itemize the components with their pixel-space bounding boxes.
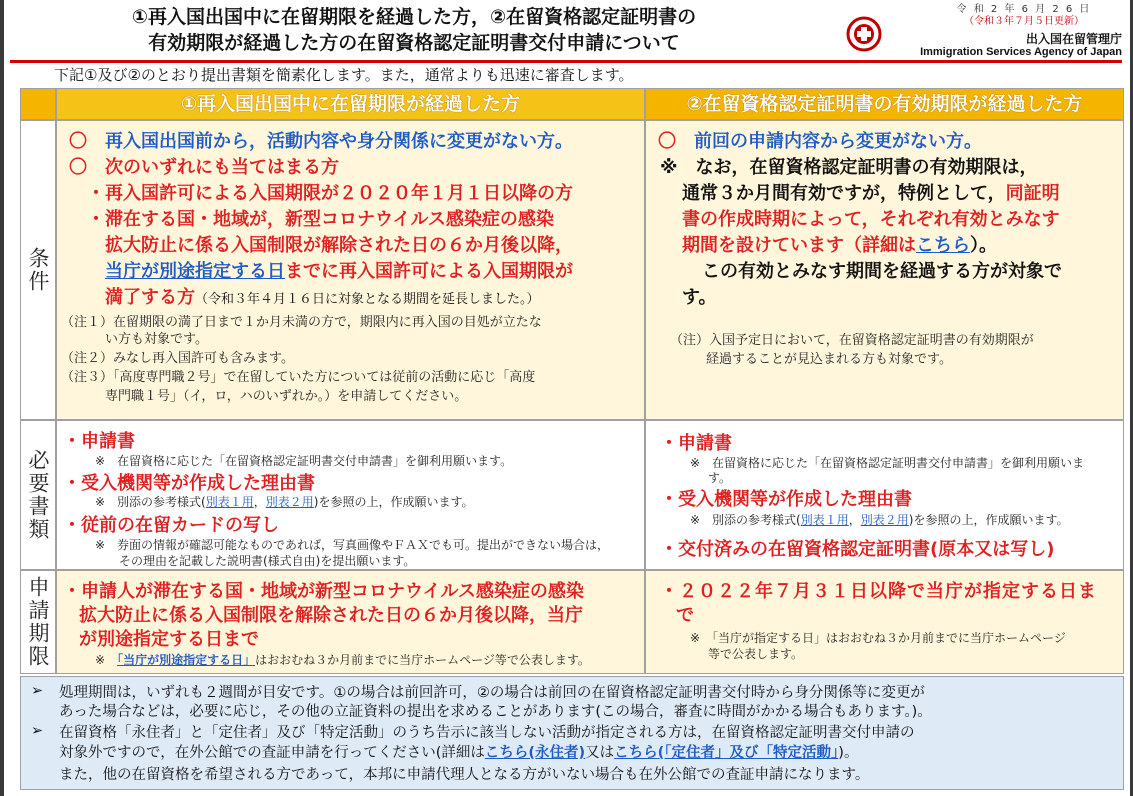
condition-left-note-1b: い方も対象です。 bbox=[105, 332, 208, 347]
condition-left-bullet-1: ・再入国許可による入国期限が２０２０年１月１日以降の方 bbox=[87, 183, 573, 204]
condition-left-bullet-2b: 拡大防止に係る入国制限が解除された日の６か月後以降， bbox=[105, 235, 573, 256]
form-table2-link[interactable]: 別表２用 bbox=[860, 513, 909, 527]
agency-logo-icon bbox=[846, 16, 882, 52]
condition-left-line-2: 〇 次のいずれにも当てはまる方 bbox=[69, 157, 339, 178]
period-right-line-2: で bbox=[676, 605, 694, 626]
condition-left-bullet-2a: ・滞在する国・地域が，新型コロナウイルス感染症の感染 bbox=[87, 209, 554, 230]
footer-line-1b: あった場合などは，必要に応じ，その他の立証資料の提出を求めることがあります(この場合，審査に時間がかかる場合もあります。)。 bbox=[59, 704, 932, 720]
header-divider bbox=[10, 60, 1122, 63]
condition-left-note-3b: 専門職１号」（イ，ロ，ハのいずれか。）を申請してください。 bbox=[105, 389, 468, 404]
footer-line-3: また，他の在留資格を希望される方であって，本邦に申請代理人となる方がいない場合も在外公館での査証申請になります。 bbox=[59, 767, 870, 783]
condition-left-note-1a: （注１）在留期限の満了日まで１か月未満の方で，期限内に再入国の目処が立たな bbox=[61, 315, 542, 330]
form-table2-link[interactable]: 別表２用 bbox=[265, 495, 314, 509]
condition-right-line-2a: ※ なお，在留資格認定証明書の有効期限は， bbox=[660, 157, 1038, 178]
doc-left-application: ・申請書 bbox=[63, 431, 135, 452]
period-left-line-3: が別途指定する日まで bbox=[79, 629, 259, 650]
footer-notes bbox=[20, 676, 1124, 790]
doc-left-reason-letter: ・受入機関等が作成した理由書 bbox=[63, 473, 315, 494]
agency-name-ja: 出入国在留管理庁 bbox=[1025, 32, 1122, 46]
condition-left-bullet-2c: 当庁が別途指定する日までに再入国許可による入国期限が bbox=[105, 261, 573, 282]
condition-left-bullet-2d: 満了する方（令和３年４月１６日に対象となる期間を延長しました。） bbox=[105, 287, 540, 308]
doc-left-reason-note: ※ 別添の参考様式(別表１用，別表２用)を参照の上，作成願います。 bbox=[95, 495, 474, 509]
period-left-note: ※ 「当庁が別途指定する日」はおおむね３か月前までに当庁ホームページ等で公表します。 bbox=[95, 653, 590, 667]
documents-left-cell bbox=[56, 420, 645, 570]
designated-date-note-link[interactable]: 「当庁が別途指定する日」 bbox=[117, 653, 256, 667]
period-left-cell bbox=[56, 570, 645, 674]
period-left-line-1: ・申請人が滞在する国・地域が新型コロナウイルス感染症の感染 bbox=[63, 581, 584, 602]
period-right-note-b: 等で公表します。 bbox=[708, 647, 804, 661]
agency-name-en: Immigration Services Agency of Japan bbox=[920, 46, 1122, 58]
page-title bbox=[64, 4, 764, 56]
condition-right-line-2c: 書の作成時期によって，それぞれ有効とみなす bbox=[682, 209, 1060, 230]
period-right-line-1: ・２０２２年７月３１日以降で当庁が指定する日ま bbox=[660, 581, 1097, 602]
condition-right-line-2e: この有効とみなす期間を経過する方が対象で bbox=[702, 261, 1062, 282]
validity-details-link[interactable]: こちら bbox=[916, 235, 970, 256]
doc-left-residence-card: ・従前の在留カードの写し bbox=[63, 515, 279, 536]
doc-right-issued-certificate: ・交付済みの在留資格認定証明書(原本又は写し) bbox=[660, 539, 1055, 560]
period-left-line-2: 拡大防止に係る入国制限を解除された日の６か月後以降，当庁 bbox=[79, 605, 583, 626]
doc-left-card-note-a: ※ 券面の情報が確認可能なものであれば，写真画像やＦＡＸでも可。提出ができない場合は， bbox=[95, 538, 610, 552]
condition-right-line-1: 〇 前回の申請内容から変更がない方。 bbox=[658, 131, 982, 152]
condition-right-note-a: （注）入国予定日において，在留資格認定証明書の有効期限が bbox=[670, 333, 1034, 348]
arrow-bullet-icon: ➢ bbox=[31, 723, 44, 739]
form-table1-link[interactable]: 別表１用 bbox=[205, 495, 254, 509]
condition-right-note-b: 経過することが見込まれる方も対象です。 bbox=[706, 352, 952, 367]
doc-right-application: ・申請書 bbox=[660, 433, 732, 454]
update-date: （令和３年７月５日更新） bbox=[964, 16, 1084, 27]
designated-date-link[interactable]: 当庁が別途指定する日 bbox=[105, 261, 285, 282]
doc-left-card-note-b: その理由を記載した説明書(様式自由)を提出願います。 bbox=[119, 554, 416, 568]
row-label-documents: 必要書類 bbox=[20, 420, 56, 570]
condition-left-note-2: （注２）みなし再入国許可も含みます。 bbox=[61, 351, 294, 366]
doc-right-application-note-b: す。 bbox=[708, 471, 732, 485]
conditions-left-cell bbox=[56, 120, 645, 420]
row-label-conditions: 条件 bbox=[20, 120, 56, 420]
period-right-cell bbox=[645, 570, 1124, 674]
intro-text: 下記①及び②のとおり提出書類を簡素化します。また，通常よりも迅速に審査します。 bbox=[54, 66, 634, 84]
conditions-right-cell bbox=[645, 120, 1124, 420]
footer-line-1a: 処理期間は，いずれも２週間が目安です。①の場合は前回許可，②の場合は前回の在留資格認定証明書交付時から身分関係等に変更が bbox=[59, 685, 925, 701]
footer-line-2b: 対象外ですので，在外公館での査証申請を行ってください(詳細はこちら(永住者)又はこちら(「定住者」及び「特定活動」)。 bbox=[59, 745, 859, 761]
form-table1-link[interactable]: 別表１用 bbox=[800, 513, 849, 527]
doc-left-application-note: ※ 在留資格に応じた「在留資格認定証明書交付申請書」を御利用願います。 bbox=[95, 454, 513, 468]
condition-right-line-2f: す。 bbox=[682, 287, 717, 308]
permanent-resident-link[interactable]: こちら(永住者) bbox=[484, 745, 586, 761]
corner-cell bbox=[20, 88, 56, 120]
footer-line-2a: 在留資格「永住者」と「定住者」及び「特定活動」のうち告示に該当しない活動が指定される方は，在留資格認定証明書交付申請の bbox=[59, 725, 915, 741]
condition-left-note-3a: （注３）「高度専門職２号」で在留していた方については従前の活動に応じ「高度 bbox=[61, 370, 536, 385]
doc-right-reason-letter: ・受入機関等が作成した理由書 bbox=[660, 489, 912, 510]
column-header-left: ①再入国出国中に在留期限が経過した方 bbox=[56, 88, 645, 120]
title-line-1: ①再入国出国中に在留期限を経過した方，②在留資格認定証明書の bbox=[131, 6, 697, 28]
condition-left-line-1: 〇 再入国出国前から，活動内容や身分関係に変更がない方。 bbox=[69, 131, 573, 152]
long-term-resident-link[interactable]: こちら(「定住者」及び「特定活動」 bbox=[614, 745, 839, 761]
row-label-period: 申請期限 bbox=[20, 570, 56, 674]
condition-right-line-2b: 通常３か月間有効ですが，特例として，同証明 bbox=[682, 183, 1060, 204]
doc-right-reason-note: ※ 別添の参考様式(別表１用，別表２用)を参照の上，作成願います。 bbox=[690, 513, 1069, 527]
arrow-bullet-icon: ➢ bbox=[31, 683, 44, 699]
column-header-right: ②在留資格認定証明書の有効期限が経過した方 bbox=[645, 88, 1124, 120]
condition-right-line-2d: 期間を設けています（詳細はこちら）。 bbox=[682, 235, 997, 256]
doc-right-application-note-a: ※ 在留資格に応じた「在留資格認定証明書交付申請書」を御利用願いま bbox=[690, 456, 1085, 470]
title-line-2: 有効期限が経過した方の在留資格認定証明書交付申請について bbox=[148, 32, 680, 54]
documents-right-cell bbox=[645, 420, 1124, 570]
issue-date: 令 和 2 年 6 月 2 6 日 bbox=[956, 4, 1092, 15]
document-page bbox=[4, 0, 1130, 796]
period-right-note-a: ※ 「当庁が指定する日」はおおむね３か月前までに当庁ホームページ bbox=[690, 631, 1066, 645]
